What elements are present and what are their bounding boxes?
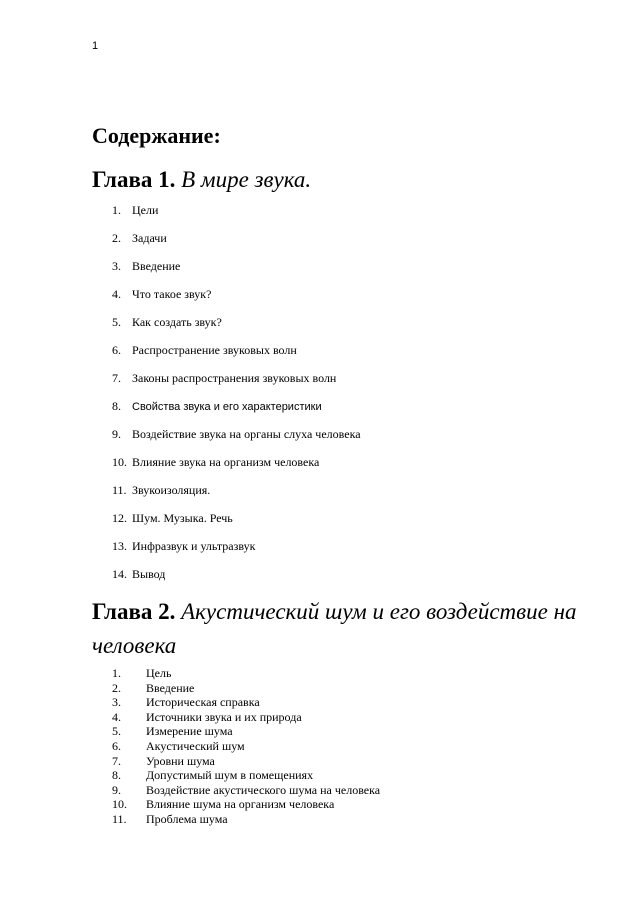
item-text: Историческая справка — [146, 695, 260, 710]
item-text: Источники звука и их природа — [146, 709, 302, 724]
item-number: 12. — [112, 511, 127, 525]
chapter-2-title — [92, 595, 592, 663]
item-text: Звукоизоляция. — [132, 483, 211, 497]
list-item — [112, 231, 361, 259]
chapter-1-number: Глава 1. — [92, 167, 176, 192]
item-number: 14. — [112, 567, 127, 581]
chapter-1-name: В мире звука. — [181, 167, 312, 192]
item-number: 7. — [112, 371, 121, 385]
item-number: 3. — [112, 259, 121, 273]
item-text: Влияние звука на организм человека — [132, 455, 320, 469]
item-number: 2. — [112, 680, 121, 695]
item-text: Вывод — [132, 567, 166, 581]
item-number: 6. — [112, 343, 121, 357]
list-item — [112, 399, 361, 427]
list-item — [112, 567, 361, 595]
item-number: 1. — [112, 203, 121, 217]
item-text: Проблема шума — [146, 811, 228, 826]
item-text: Влияние шума на организм человека — [146, 797, 335, 812]
list-item — [112, 812, 380, 827]
item-text: Измерение шума — [146, 724, 233, 739]
list-item — [112, 343, 361, 371]
item-text: Введение — [146, 680, 195, 695]
item-number: 3. — [112, 695, 121, 710]
item-text: Цели — [132, 203, 159, 217]
list-item — [112, 315, 361, 343]
page-number: 1 — [92, 40, 99, 52]
item-text: Задачи — [132, 231, 167, 245]
chapter-2-list — [112, 666, 380, 827]
item-number: 10. — [112, 455, 127, 469]
item-text: Акустический шум — [146, 738, 245, 753]
item-number: 1. — [112, 666, 121, 680]
list-item — [112, 710, 380, 725]
item-text: Воздействие звука на органы слуха человека — [132, 427, 361, 441]
item-text: Уровни шума — [146, 753, 215, 768]
list-item — [112, 739, 380, 754]
item-text: Допустимый шум в помещениях — [146, 768, 314, 783]
list-item — [112, 724, 380, 739]
item-number: 8. — [112, 399, 121, 413]
toc-heading: Содержание: — [92, 123, 221, 148]
item-text: Шум. Музыка. Речь — [132, 511, 233, 525]
item-text: Инфразвук и ультразвук — [132, 539, 256, 553]
chapter-1-title — [92, 163, 311, 197]
list-item — [112, 483, 361, 511]
chapter-2-number: Глава 2. — [92, 599, 176, 624]
item-number: 11. — [112, 811, 127, 826]
item-number: 2. — [112, 231, 121, 245]
list-item — [112, 287, 361, 315]
item-text: Что такое звук? — [132, 287, 212, 301]
list-item — [112, 427, 361, 455]
list-item — [112, 203, 361, 231]
item-text: Введение — [132, 259, 181, 273]
list-item — [112, 511, 361, 539]
list-item — [112, 768, 380, 783]
item-text: Как создать звук? — [132, 315, 222, 329]
item-number: 13. — [112, 539, 127, 553]
list-item — [112, 539, 361, 567]
item-text: Воздействие акустического шума на человека — [146, 782, 381, 797]
item-number: 5. — [112, 724, 121, 739]
list-item — [112, 455, 361, 483]
list-item — [112, 695, 380, 710]
item-number: 5. — [112, 315, 121, 329]
list-item — [112, 259, 361, 287]
list-item — [112, 754, 380, 769]
item-number: 8. — [112, 768, 121, 783]
list-item — [112, 666, 380, 681]
item-text: Распространение звуковых волн — [132, 343, 297, 357]
item-number: 6. — [112, 738, 121, 753]
list-item — [112, 681, 380, 696]
list-item — [112, 371, 361, 399]
item-number: 7. — [112, 753, 121, 768]
list-item — [112, 783, 380, 798]
item-text: Цель — [146, 666, 172, 680]
item-number: 11. — [112, 483, 127, 497]
item-text: Законы распространения звуковых волн — [132, 371, 337, 385]
chapter-1-list — [112, 203, 361, 595]
item-number: 9. — [112, 782, 121, 797]
item-number: 9. — [112, 427, 121, 441]
item-text: Свойства звука и его характеристики — [132, 401, 322, 413]
item-number: 4. — [112, 287, 121, 301]
chapter-2-name: Акустический шум и его воздействие на человека — [92, 599, 577, 658]
item-number: 4. — [112, 709, 121, 724]
list-item — [112, 797, 380, 812]
item-number: 10. — [112, 797, 127, 812]
